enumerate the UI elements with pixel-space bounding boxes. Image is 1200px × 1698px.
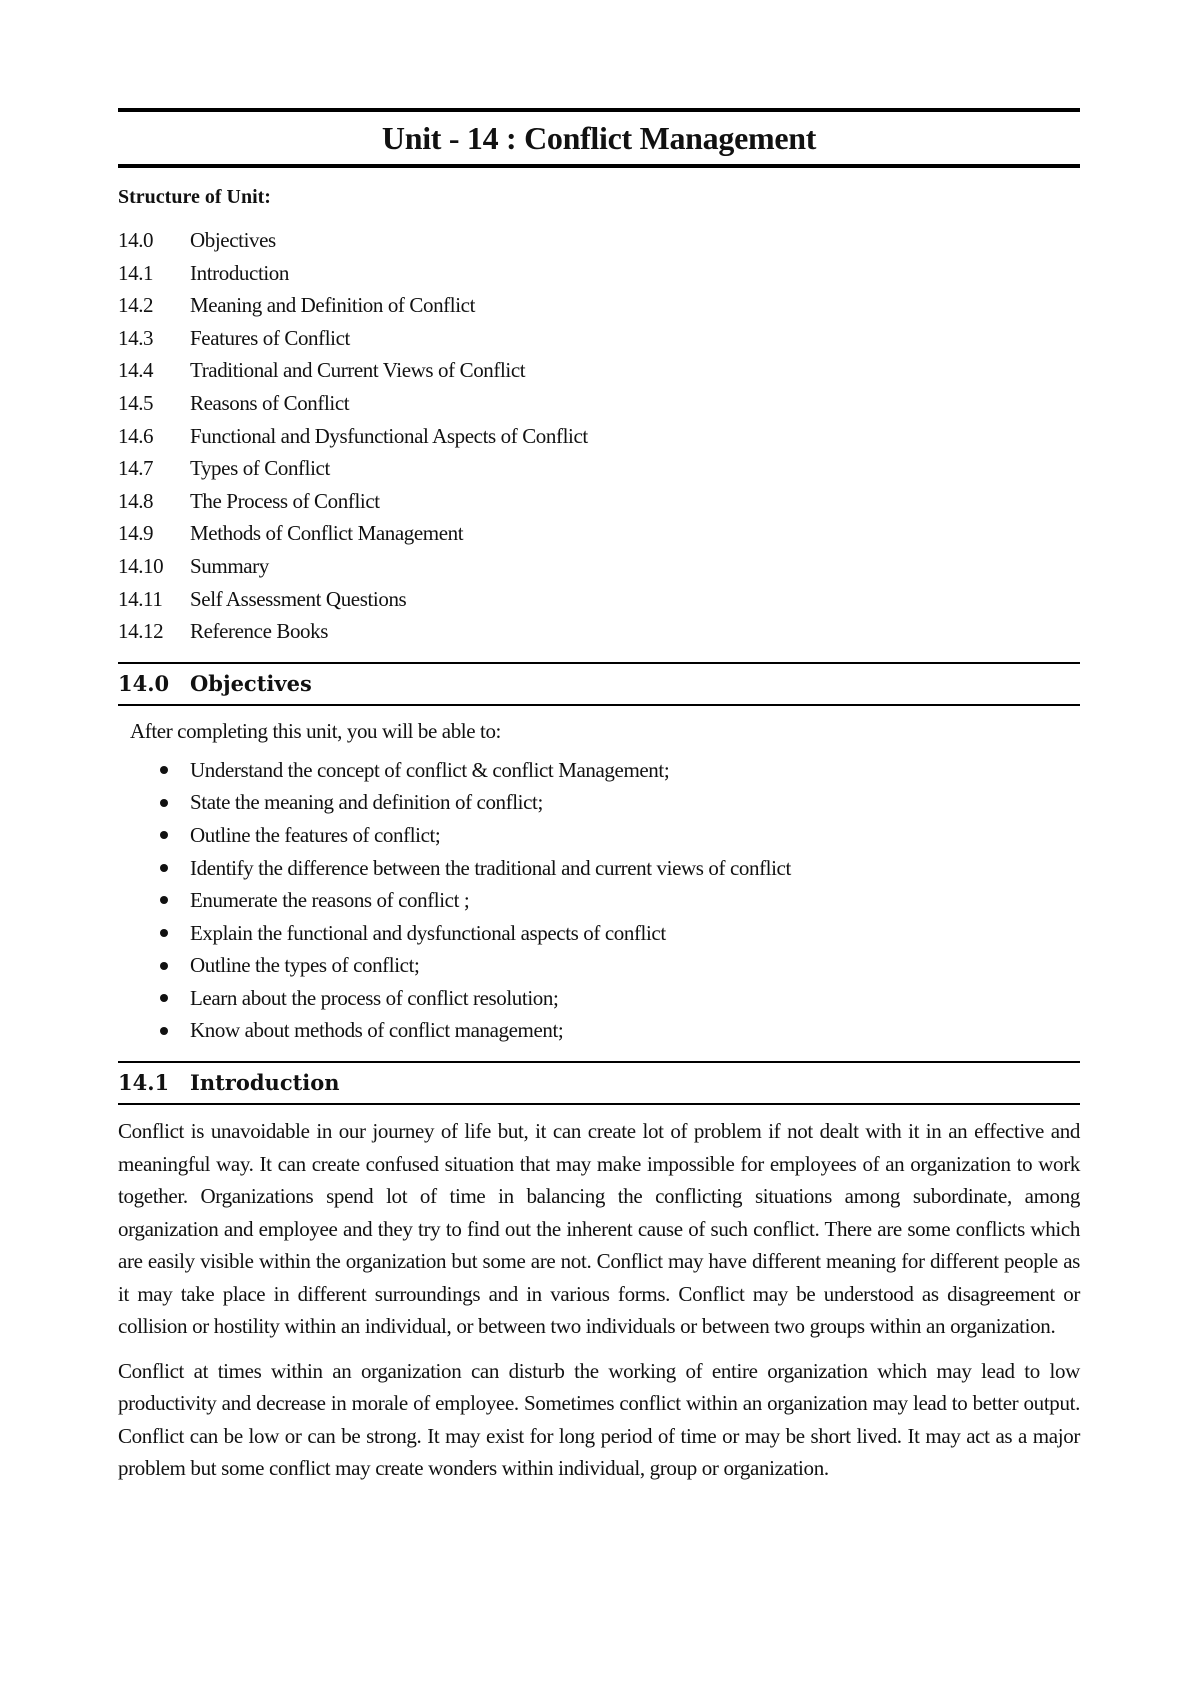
- toc-label: Self Assessment Questions: [190, 586, 407, 611]
- toc-label: Reasons of Conflict: [190, 390, 350, 415]
- toc-number: 14.2: [118, 293, 154, 318]
- toc-item: [118, 354, 1080, 387]
- toc-item: [118, 550, 1080, 583]
- toc-number: 14.12: [118, 619, 164, 644]
- bullet-icon: [118, 982, 190, 1015]
- toc-item: [118, 517, 1080, 550]
- objective-text: Explain the functional and dysfunctional aspects of conflict: [190, 920, 666, 945]
- toc-label: Methods of Conflict Management: [190, 521, 464, 546]
- toc-label: Reference Books: [190, 619, 329, 644]
- objective-item: [118, 982, 1080, 1015]
- section-number: 14.0: [118, 670, 170, 696]
- title-bottom-rule: [118, 164, 1080, 168]
- objective-text: Outline the features of conflict;: [190, 822, 441, 847]
- toc-item: [118, 485, 1080, 518]
- toc-item: [118, 615, 1080, 648]
- objective-text: Enumerate the reasons of conflict ;: [190, 888, 470, 913]
- bullet-icon: [118, 852, 190, 885]
- table-of-contents: [118, 224, 1080, 648]
- toc-label: Introduction: [190, 260, 290, 285]
- objectives-lead: After completing this unit, you will be able to:: [130, 718, 501, 743]
- toc-label: Functional and Dysfunctional Aspects of Conflict: [190, 423, 588, 448]
- toc-number: 14.6: [118, 423, 154, 448]
- section-number: 14.1: [118, 1070, 170, 1096]
- toc-item: [118, 289, 1080, 322]
- bullet-icon: [118, 949, 190, 982]
- objective-item: [118, 852, 1080, 885]
- toc-item: [118, 452, 1080, 485]
- toc-item: [118, 257, 1080, 290]
- unit-title: Unit - 14 : Conflict Management: [381, 120, 817, 156]
- toc-item: [118, 420, 1080, 453]
- toc-label: Meaning and Definition of Conflict: [190, 293, 476, 318]
- toc-number: 14.9: [118, 521, 154, 546]
- objectives-section-heading: [118, 662, 1080, 706]
- toc-number: 14.7: [118, 456, 154, 481]
- document-page: [118, 108, 1080, 1485]
- bullet-icon: [118, 884, 190, 917]
- toc-item: [118, 224, 1080, 257]
- objective-item: [118, 1014, 1080, 1047]
- toc-number: 14.4: [118, 358, 154, 383]
- bullet-icon: [118, 786, 190, 819]
- objective-item: [118, 949, 1080, 982]
- toc-number: 14.11: [118, 586, 163, 611]
- objective-item: [118, 786, 1080, 819]
- bullet-icon: [118, 1014, 190, 1047]
- objective-text: Outline the types of conflict;: [190, 953, 420, 978]
- toc-item: [118, 583, 1080, 616]
- toc-item: [118, 322, 1080, 355]
- toc-number: 14.3: [118, 325, 154, 350]
- objective-text: Understand the concept of conflict & conflict Management;: [190, 757, 670, 782]
- toc-number: 14.8: [118, 488, 154, 513]
- toc-number: 14.1: [118, 260, 154, 285]
- introduction-paragraph: Conflict is unavoidable in our journey of life but, it can create lot of problem if not dealt with it in an effective and meaningful way. It can create confused situation that may make impossible for employees of an organization to work together. Organizations spend lot of time in balancing the conflicting situations among subordinate, among organization and employee and they try to find out the inherent cause of such conflict. There are some conflicts which are easily visible within the organization but some are not. Conflict may have different meaning for different people as it may take place in different surroundings and in various forms. Conflict may be understood as disagreement or collision or hostility within an individual, or between two individuals or between two groups within an organization.: [118, 1119, 1080, 1339]
- toc-label: Traditional and Current Views of Conflict: [190, 358, 526, 383]
- toc-label: The Process of Conflict: [190, 488, 380, 513]
- section-bottom-rule: [118, 1103, 1080, 1105]
- section-name: Introduction: [190, 1070, 340, 1096]
- objective-item: [118, 754, 1080, 787]
- objective-item: [118, 917, 1080, 950]
- objective-item: [118, 819, 1080, 852]
- toc-label: Summary: [190, 553, 269, 578]
- section-title: [118, 664, 1080, 704]
- objective-text: Know about methods of conflict management;: [190, 1018, 564, 1043]
- bullet-icon: [118, 754, 190, 787]
- objective-text: Learn about the process of conflict resolution;: [190, 985, 559, 1010]
- toc-item: [118, 387, 1080, 420]
- section-title: [118, 1063, 1080, 1103]
- toc-number: 14.10: [118, 553, 164, 578]
- objective-text: State the meaning and definition of conflict;: [190, 790, 543, 815]
- section-name: Objectives: [190, 670, 312, 696]
- toc-label: Objectives: [190, 228, 276, 252]
- toc-label: Features of Conflict: [190, 325, 350, 350]
- toc-number: 14.0: [118, 228, 154, 252]
- objective-text: Identify the difference between the traditional and current views of conflict: [190, 855, 791, 880]
- objectives-list: [118, 754, 1080, 1047]
- structure-heading: Structure of Unit:: [118, 186, 271, 208]
- section-bottom-rule: [118, 704, 1080, 706]
- objective-item: [118, 884, 1080, 917]
- introduction-section-heading: [118, 1061, 1080, 1105]
- toc-label: Types of Conflict: [190, 456, 330, 481]
- bullet-icon: [118, 917, 190, 950]
- introduction-paragraph: Conflict at times within an organization can disturb the working of entire organization which may lead to low productivity and decrease in morale of employee. Sometimes conflict within an organization may lead to better output. Conflict can be low or can be strong. It may exist for long period of time or may be short lived. It may act as a major problem but some conflict may create wonders within individual, group or organization.: [118, 1358, 1080, 1481]
- bullet-icon: [118, 819, 190, 852]
- toc-number: 14.5: [118, 390, 154, 415]
